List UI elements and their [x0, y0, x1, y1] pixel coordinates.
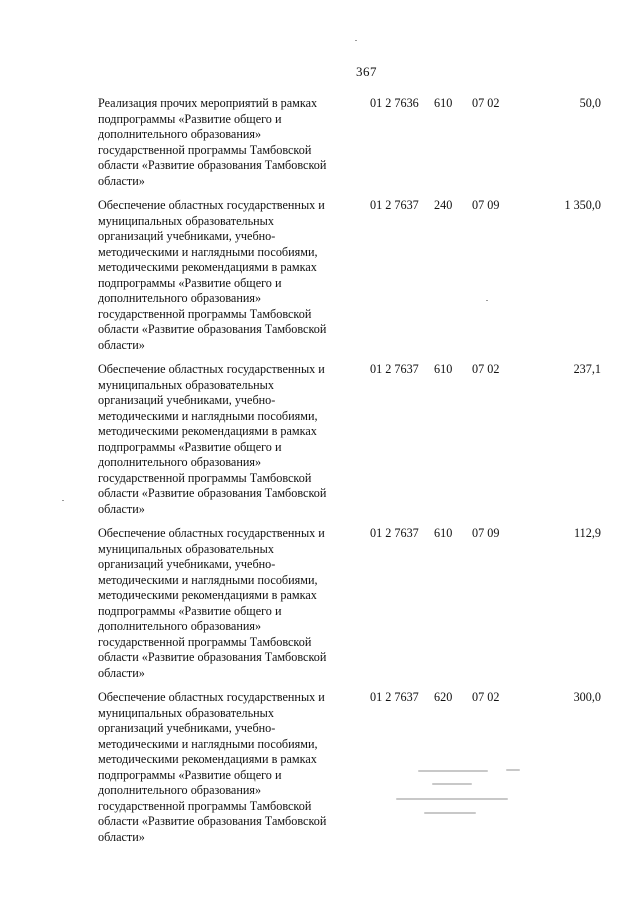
table-row: [98, 526, 601, 681]
row-section: 07 02: [472, 362, 500, 376]
scan-speck: [62, 500, 64, 501]
row-amount: 300,0: [573, 690, 601, 704]
row-section: 07 02: [472, 690, 500, 704]
row-description: Обеспечение областных государственных и муниципальных образовательных организаций учебниками, учебно- методическими и наглядными пособиями, методическими рекомендациями в рамках подпрограммы «Развитие общего и дополнительного образования» государственной программы Тамбовской области «Развитие образования Тамбовской области»: [98, 362, 327, 516]
row-amount: 237,1: [573, 362, 601, 376]
row-section: 07 09: [472, 198, 500, 212]
row-section: 07 02: [472, 96, 500, 110]
row-target-article: 01 2 7637: [370, 198, 419, 212]
row-description: Обеспечение областных государственных и муниципальных образовательных организаций учебниками, учебно- методическими и наглядными пособиями, методическими рекомендациями в рамках подпрограммы «Развитие общего и дополнительного образования» государственной программы Тамбовской области «Развитие образования Тамбовской области»: [98, 690, 327, 844]
table-row: [98, 198, 601, 353]
row-amount: 1 350,0: [564, 198, 601, 212]
row-target-article: 01 2 7637: [370, 526, 419, 540]
budget-table: [98, 96, 601, 845]
row-expense-type: 610: [434, 96, 453, 110]
row-target-article: 01 2 7637: [370, 690, 419, 704]
row-description: Обеспечение областных государственных и муниципальных образовательных организаций учебниками, учебно- методическими и наглядными пособиями, методическими рекомендациями в рамках подпрограммы «Развитие общего и дополнительного образования» государственной программы Тамбовской области «Развитие образования Тамбовской области»: [98, 198, 327, 352]
table-row: [98, 96, 601, 189]
row-target-article: 01 2 7637: [370, 362, 419, 376]
row-description: Обеспечение областных государственных и муниципальных образовательных организаций учебниками, учебно- методическими и наглядными пособиями, методическими рекомендациями в рамках подпрограммы «Развитие общего и дополнительного образования» государственной программы Тамбовской области «Развитие образования Тамбовской области»: [98, 526, 327, 680]
row-expense-type: 240: [434, 198, 453, 212]
row-expense-type: 610: [434, 526, 453, 540]
row-amount: 50,0: [579, 96, 601, 110]
row-target-article: 01 2 7636: [370, 96, 419, 110]
row-section: 07 09: [472, 526, 500, 540]
page-number: 367: [356, 64, 377, 79]
row-expense-type: 610: [434, 362, 453, 376]
row-amount: 112,9: [574, 526, 601, 540]
table-row: [98, 362, 601, 517]
faded-stamp: [388, 766, 528, 824]
scan-speck: [355, 40, 357, 41]
row-description: Реализация прочих мероприятий в рамках подпрограммы «Развитие общего и дополнительного образования» государственной программы Тамбовской области «Развитие образования Тамбовской области»: [98, 96, 327, 188]
row-expense-type: 620: [434, 690, 453, 704]
